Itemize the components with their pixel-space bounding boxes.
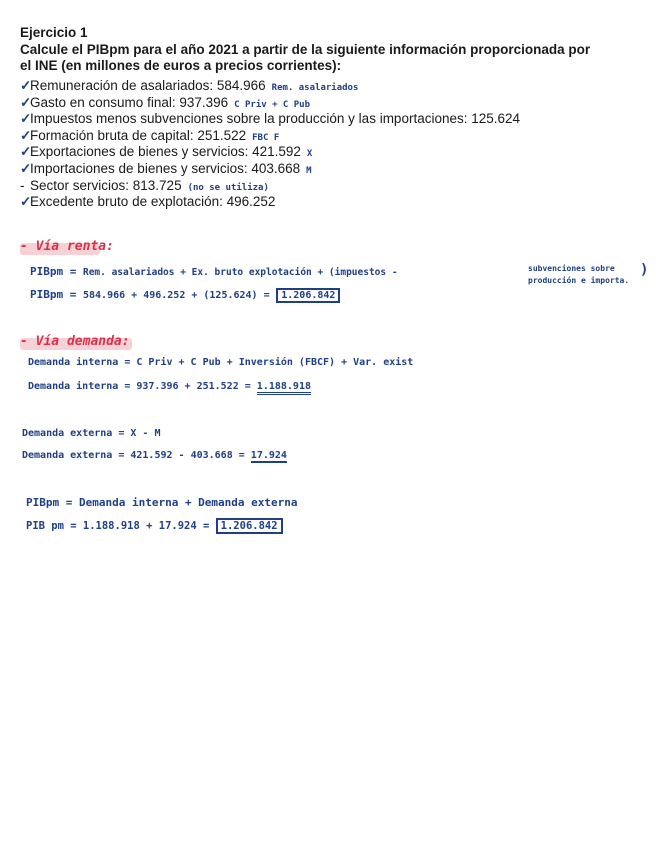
check-icon: ✓ [20,144,32,160]
renta-calc-body: 584.966 + 496.252 + (125.624) = [82,290,270,301]
renta-result-box: 1.206.842 [276,288,340,303]
data-item-note: M [306,166,312,176]
data-item-text: Remuneración de asalariados: 584.966 [30,78,266,93]
renta-heading: - Vía renta: [20,239,114,254]
demanda-externa-calc-body: Demanda externa = 421.592 - 403.668 = [22,450,245,461]
demanda-interna-result: 1.188.918 [257,381,311,395]
check-icon: ✓ [20,127,32,143]
data-item [20,111,520,127]
data-item [20,178,269,196]
data-item [20,128,279,146]
data-item [20,78,358,96]
dash-marker: - [20,177,25,193]
pib-demanda-calc [26,520,283,532]
renta-calc-lhs: PIBpm = [30,288,77,301]
check-icon: ✓ [20,111,32,127]
renta-formula-lhs: PIBpm = [30,265,77,278]
data-item [20,161,312,179]
demanda-interna-formula: Demanda interna = C Priv + C Pub + Inversión (FBCF) + Var. exist [28,357,414,368]
demanda-externa-result: 17.924 [250,450,287,461]
data-item-note: Rem. asalariados [271,83,359,93]
renta-formula-close: ) [640,262,649,278]
renta-formula-note-1: subvenciones sobre [528,264,615,273]
pib-demanda-result-box: 1.206.842 [216,518,283,534]
demanda-heading: - Vía demanda: [20,334,130,349]
demanda-externa-formula: Demanda externa = X - M [22,428,161,439]
renta-formula-note-2: producción e importa. [528,276,630,285]
data-item-text: Formación bruta de capital: 251.522 [30,127,247,143]
data-item-text: Excedente bruto de explotación: 496.252 [30,194,276,210]
statement-line-2: el INE (en millones de euros a precios corrientes): [20,58,342,73]
renta-formula [30,265,398,278]
demanda-externa-calc [22,450,287,461]
demanda-interna-calc-body: Demanda interna = 937.396 + 251.522 = [28,381,251,392]
data-item [20,144,312,162]
data-item-note: C Priv + C Pub [234,99,310,110]
check-icon: ✓ [20,161,32,176]
data-item [20,95,310,113]
data-item [20,194,275,210]
pib-demanda-formula: PIBpm = Demanda interna + Demanda externa [26,496,298,509]
statement-line-1: Calcule el PIBpm para el año 2021 a partir de la siguiente información proporcionada por [20,42,591,57]
data-item-note: (no se utiliza) [187,182,269,193]
check-icon: ✓ [20,94,32,110]
demanda-interna-calc [28,381,311,392]
check-icon: ✓ [20,194,32,210]
data-item-note: FBC F [252,132,280,143]
data-item-note: X [306,149,313,160]
data-item-text: Sector servicios: 813.725 [30,177,182,193]
data-item-text: Impuestos menos subvenciones sobre la producción y las importaciones: 125.624 [30,111,521,127]
renta-formula-body: Rem. asalariados + Ex. bruto explotación + (impuestos - [82,267,398,278]
data-item-text: Exportaciones de bienes y servicios: 421.592 [30,144,301,160]
check-icon: ✓ [20,78,32,93]
exercise-title: Ejercicio 1 [20,25,88,40]
data-item-text: Gasto en consumo final: 937.396 [30,94,229,110]
data-item-text: Importaciones de bienes y servicios: 403.668 [30,161,301,176]
renta-calc [30,288,340,301]
pib-demanda-calc-body: PIB pm = 1.188.918 + 17.924 = [26,520,210,532]
